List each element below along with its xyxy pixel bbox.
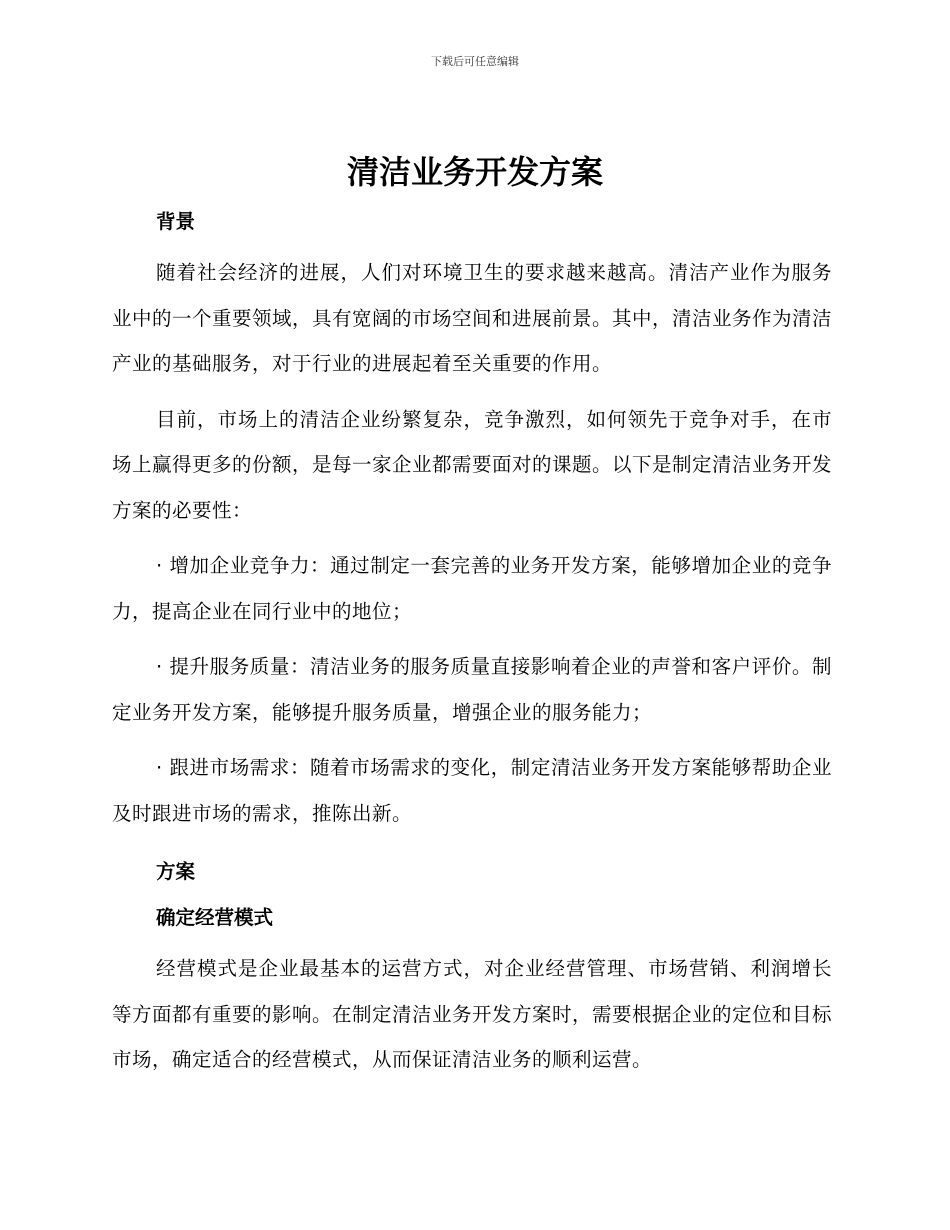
bullet-item-competitiveness: · 增加企业竞争力：通过制定一套完善的业务开发方案，能够增加企业的竞争力，提高企业在同行业中的地位； [112,554,832,623]
paragraph-business-mode: 经营模式是企业最基本的运营方式，对企业经营管理、市场营销、利润增长等方面都有重要的影响。在制定清洁业务开发方案时，需要根据企业的定位和目标市场，确定适合的经营模式，从而保证清洁业务的顺利运营。 [112,957,833,1071]
bullet-item-market-demand: · 跟进市场需求：随着市场需求的变化，制定清洁业务开发方案能够帮助企业及时跟进市场的需求，推陈出新。 [112,756,832,825]
section-heading-background: 背景 [156,210,196,233]
document-title: 清洁业务开发方案 [346,153,603,191]
document-body [112,204,832,1093]
section-heading-plan: 方案 [156,860,196,883]
paragraph-background-2: 目前，市场上的清洁企业纷繁复杂，竞争激烈，如何领先于竞争对手，在市场上赢得更多的份额，是每一家企业都需要面对的课题。以下是制定清洁业务开发方案的必要性： [112,407,833,522]
paragraph-background-1: 随着社会经济的进展，人们对环境卫生的要求越来越高。清洁产业作为服务业中的一个重要领域，具有宽阔的市场空间和进展前景。其中，清洁业务作为清洁产业的基础服务，对于行业的进展起着至关重要的作用。 [112,261,833,375]
page-header-note: 下载后可任意编辑 [431,55,519,68]
subsection-heading-business-mode: 确定经营模式 [156,906,274,929]
bullet-item-service-quality: · 提升服务质量：清洁业务的服务质量直接影响着企业的声誉和客户评价。制定业务开发方案，能够提升服务质量，增强企业的服务能力； [112,655,832,724]
